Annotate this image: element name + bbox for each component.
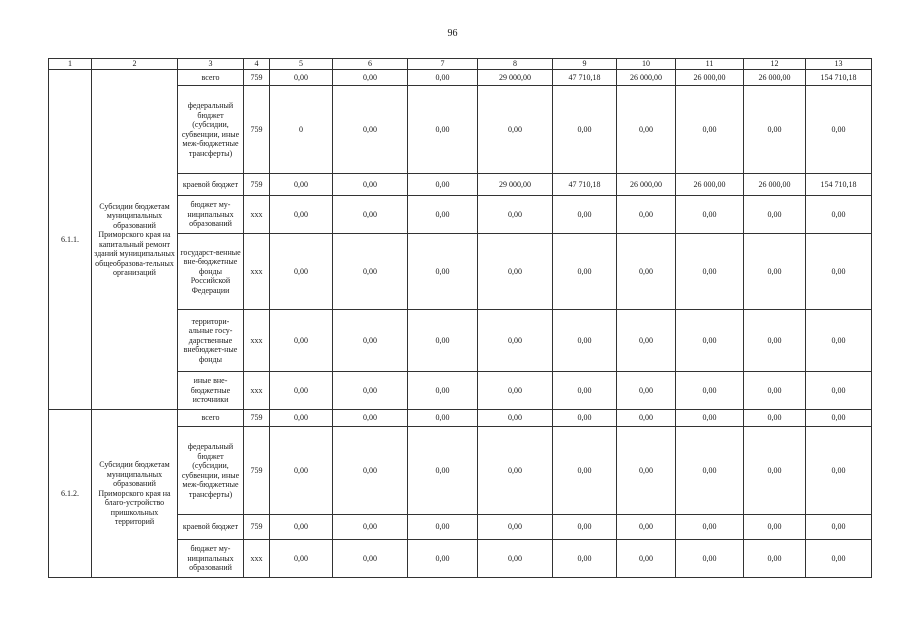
- value-cell: 0,00: [408, 174, 478, 196]
- funding-source: иные вне-бюджетные источники: [178, 372, 244, 410]
- value-cell: 0,00: [744, 410, 806, 427]
- value-cell: 0,00: [676, 540, 744, 578]
- value-cell: 0,00: [408, 515, 478, 540]
- value-cell: 0,00: [617, 427, 676, 515]
- header-cell: 11: [676, 59, 744, 70]
- budget-code: 759: [244, 515, 270, 540]
- value-cell: 0,00: [333, 515, 408, 540]
- funding-source: государст-венные вне-бюджетные фонды Российской Федерации: [178, 234, 244, 310]
- value-cell: 0,00: [270, 174, 333, 196]
- value-cell: 0,00: [408, 70, 478, 86]
- header-cell: 9: [553, 59, 617, 70]
- funding-source: краевой бюджет: [178, 174, 244, 196]
- value-cell: 0,00: [806, 540, 872, 578]
- value-cell: 0,00: [806, 515, 872, 540]
- section-code: 6.1.2.: [49, 410, 92, 578]
- value-cell: 0,00: [617, 310, 676, 372]
- value-cell: 0,00: [553, 234, 617, 310]
- value-cell: 0,00: [806, 427, 872, 515]
- header-cell: 2: [92, 59, 178, 70]
- budget-code: ххх: [244, 310, 270, 372]
- value-cell: 0,00: [806, 310, 872, 372]
- value-cell: 0,00: [744, 310, 806, 372]
- funding-source: краевой бюджет: [178, 515, 244, 540]
- value-cell: 0,00: [676, 86, 744, 174]
- value-cell: 0,00: [553, 540, 617, 578]
- value-cell: 0,00: [676, 410, 744, 427]
- value-cell: 0,00: [617, 196, 676, 234]
- value-cell: 0,00: [408, 410, 478, 427]
- value-cell: 0,00: [617, 234, 676, 310]
- header-cell: 6: [333, 59, 408, 70]
- value-cell: 154 710,18: [806, 70, 872, 86]
- value-cell: 0,00: [806, 196, 872, 234]
- value-cell: 0,00: [744, 427, 806, 515]
- value-cell: 0,00: [270, 372, 333, 410]
- value-cell: 0,00: [478, 410, 553, 427]
- value-cell: 0,00: [478, 427, 553, 515]
- value-cell: 0,00: [270, 515, 333, 540]
- value-cell: 0: [270, 86, 333, 174]
- budget-code: ххх: [244, 196, 270, 234]
- value-cell: 0,00: [553, 86, 617, 174]
- value-cell: 0,00: [676, 196, 744, 234]
- value-cell: 0,00: [676, 310, 744, 372]
- value-cell: 0,00: [806, 234, 872, 310]
- value-cell: 0,00: [478, 234, 553, 310]
- table-row: [49, 70, 872, 86]
- value-cell: 0,00: [408, 427, 478, 515]
- value-cell: 0,00: [478, 196, 553, 234]
- value-cell: 0,00: [744, 372, 806, 410]
- funding-source: территори-альные госу-дарственные внебюджет-ные фонды: [178, 310, 244, 372]
- value-cell: 26 000,00: [744, 70, 806, 86]
- value-cell: 0,00: [478, 540, 553, 578]
- value-cell: 0,00: [478, 310, 553, 372]
- value-cell: 0,00: [270, 234, 333, 310]
- value-cell: 0,00: [744, 515, 806, 540]
- value-cell: 0,00: [553, 372, 617, 410]
- header-cell: 5: [270, 59, 333, 70]
- value-cell: 26 000,00: [744, 174, 806, 196]
- budget-code: ххх: [244, 234, 270, 310]
- value-cell: 0,00: [617, 540, 676, 578]
- value-cell: 0,00: [408, 196, 478, 234]
- value-cell: 0,00: [676, 372, 744, 410]
- value-cell: 47 710,18: [553, 174, 617, 196]
- header-row: [49, 59, 872, 70]
- budget-code: 759: [244, 86, 270, 174]
- value-cell: 29 000,00: [478, 70, 553, 86]
- value-cell: 0,00: [270, 310, 333, 372]
- value-cell: 0,00: [333, 174, 408, 196]
- value-cell: 26 000,00: [676, 174, 744, 196]
- value-cell: 0,00: [744, 234, 806, 310]
- header-cell: 4: [244, 59, 270, 70]
- budget-code: 759: [244, 427, 270, 515]
- budget-table: [48, 58, 872, 578]
- header-cell: 8: [478, 59, 553, 70]
- value-cell: 0,00: [270, 196, 333, 234]
- value-cell: 154 710,18: [806, 174, 872, 196]
- value-cell: 47 710,18: [553, 70, 617, 86]
- section-description: Субсидии бюджетам муниципальных образований Приморского края на благо-устройство пришкольных территорий: [92, 410, 178, 578]
- value-cell: 0,00: [617, 86, 676, 174]
- funding-source: всего: [178, 70, 244, 86]
- value-cell: 0,00: [553, 410, 617, 427]
- header-cell: 1: [49, 59, 92, 70]
- value-cell: 0,00: [270, 70, 333, 86]
- value-cell: 0,00: [617, 372, 676, 410]
- value-cell: 0,00: [270, 410, 333, 427]
- value-cell: 0,00: [806, 86, 872, 174]
- value-cell: 0,00: [553, 310, 617, 372]
- value-cell: 0,00: [408, 372, 478, 410]
- value-cell: 0,00: [553, 196, 617, 234]
- header-cell: 13: [806, 59, 872, 70]
- funding-source: бюджет му-ниципальных образований: [178, 540, 244, 578]
- value-cell: 0,00: [676, 427, 744, 515]
- value-cell: 0,00: [333, 70, 408, 86]
- value-cell: 26 000,00: [617, 174, 676, 196]
- value-cell: 0,00: [333, 410, 408, 427]
- value-cell: 0,00: [333, 372, 408, 410]
- value-cell: 0,00: [744, 196, 806, 234]
- header-cell: 3: [178, 59, 244, 70]
- budget-code: 759: [244, 410, 270, 427]
- budget-code: 759: [244, 174, 270, 196]
- value-cell: 26 000,00: [617, 70, 676, 86]
- value-cell: 0,00: [408, 540, 478, 578]
- value-cell: 0,00: [478, 372, 553, 410]
- budget-code: 759: [244, 70, 270, 86]
- funding-source: всего: [178, 410, 244, 427]
- funding-source: федеральный бюджет (субсидии, субвенции, иные меж-бюджетные трансферты): [178, 86, 244, 174]
- value-cell: 0,00: [333, 86, 408, 174]
- value-cell: 0,00: [676, 234, 744, 310]
- budget-code: ххх: [244, 372, 270, 410]
- funding-source: федеральный бюджет (субсидии, субвенции, иные меж-бюджетные трансферты): [178, 427, 244, 515]
- value-cell: 0,00: [408, 234, 478, 310]
- value-cell: 0,00: [270, 540, 333, 578]
- value-cell: 0,00: [333, 234, 408, 310]
- value-cell: 0,00: [333, 196, 408, 234]
- section-code: 6.1.1.: [49, 70, 92, 410]
- value-cell: 0,00: [806, 372, 872, 410]
- budget-code: ххх: [244, 540, 270, 578]
- value-cell: 0,00: [408, 310, 478, 372]
- table-row: [49, 410, 872, 427]
- value-cell: 29 000,00: [478, 174, 553, 196]
- value-cell: 0,00: [617, 515, 676, 540]
- value-cell: 0,00: [744, 86, 806, 174]
- header-cell: 10: [617, 59, 676, 70]
- value-cell: 0,00: [676, 515, 744, 540]
- value-cell: 0,00: [333, 427, 408, 515]
- value-cell: 0,00: [553, 515, 617, 540]
- header-cell: 12: [744, 59, 806, 70]
- header-cell: 7: [408, 59, 478, 70]
- value-cell: 0,00: [408, 86, 478, 174]
- value-cell: 0,00: [744, 540, 806, 578]
- page-number: 96: [447, 28, 458, 39]
- value-cell: 0,00: [617, 410, 676, 427]
- section-description: Субсидии бюджетам муниципальных образований Приморского края на капитальный ремонт зданий муниципальных общеобразова-тельных организаций: [92, 70, 178, 410]
- funding-source: бюджет му-ниципальных образований: [178, 196, 244, 234]
- value-cell: 0,00: [478, 86, 553, 174]
- value-cell: 0,00: [270, 427, 333, 515]
- value-cell: 0,00: [553, 427, 617, 515]
- value-cell: 26 000,00: [676, 70, 744, 86]
- value-cell: 0,00: [333, 540, 408, 578]
- value-cell: 0,00: [333, 310, 408, 372]
- value-cell: 0,00: [806, 410, 872, 427]
- value-cell: 0,00: [478, 515, 553, 540]
